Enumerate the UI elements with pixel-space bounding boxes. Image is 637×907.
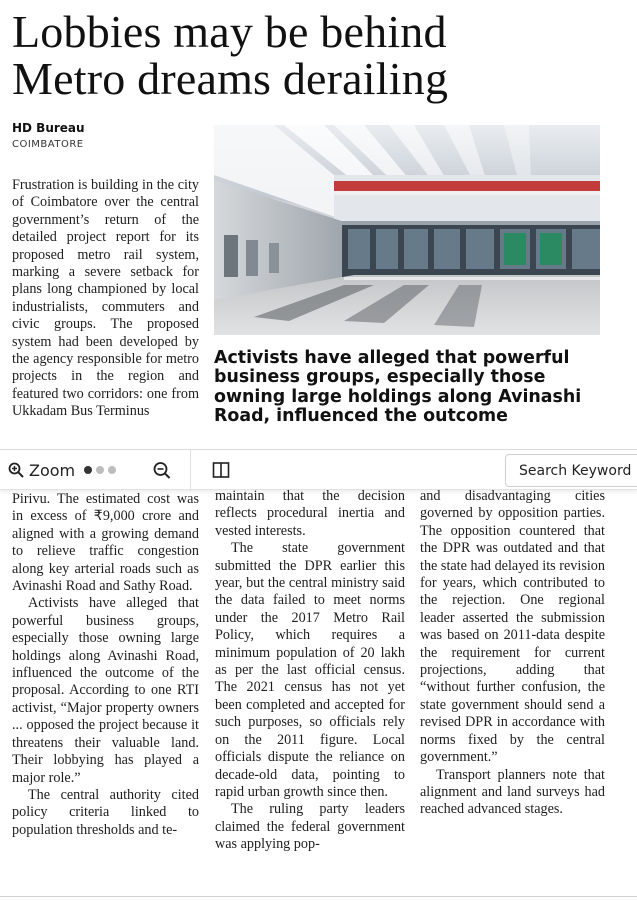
article-column-3: [420, 488, 605, 819]
byline-author: HD Bureau: [12, 121, 85, 135]
article-column-1: [12, 491, 199, 839]
metro-station-photo: [214, 125, 600, 335]
viewer-toolbar: [0, 449, 637, 490]
zoom-control[interactable]: [8, 459, 120, 481]
article-paragraph: The state government submitted the DPR earlier this year, but the central ministry said the data failed to meet norms under the 2017 Metro Rail Policy, which requires a minimum population of 20 lakh as per the last official census. The 2021 census has not yet been completed and accepted for such purposes, so officials rely on the 2011 figure. Local officials dispute the reliance on decade-old data, pointing to rapid urban growth since then.: [215, 540, 405, 800]
article-column-2: [215, 488, 405, 854]
metro-station-illustration: [214, 125, 600, 335]
article-paragraph: maintain that the decision reflects procedural inertia and vested interests.: [215, 488, 405, 539]
zoom-out-button[interactable]: [151, 459, 175, 481]
article-paragraph: Activists have alleged that powerful business groups, especially those owning large holdings along Avinashi Road, influenced the outcome of the proposal. According to one RTI activist, “Major property owners ... opposed the project because it threatens their valuable land. Their lobbying has played a major role.”: [12, 595, 199, 786]
photo-caption: Activists have alleged that powerful business groups, especially those owning large holdings along Avinashi Road, influenced the outcome: [214, 348, 582, 427]
zoom-dot-active: [84, 466, 92, 474]
toolbar-divider: [190, 450, 191, 491]
zoom-level-indicator: [84, 466, 120, 474]
article-headline: [12, 8, 632, 102]
article-paragraph: Pirivu. The estimated cost was in excess of ₹9,000 crore and aligned with a growing demand to relieve traffic congestion along key arterial roads such as Avinashi Road and Sathy Road.: [12, 491, 199, 595]
byline: [12, 121, 85, 150]
zoom-out-icon: [151, 459, 173, 481]
zoom-dot: [96, 466, 104, 474]
article-paragraph: The central authority cited policy criteria linked to population thresholds and te-: [12, 786, 199, 838]
article-column-1-top: [12, 177, 199, 438]
article-paragraph: Transport planners note that alignment and land surveys had reached advanced stages.: [420, 766, 605, 818]
zoom-label: Zoom: [29, 460, 76, 480]
page-view-icon: [211, 460, 231, 480]
headline-line-1: Lobbies may be behind: [12, 6, 447, 57]
article-paragraph: The ruling party leaders claimed the federal government was applying pop-: [215, 801, 405, 853]
article-paragraph: and disadvantaging cities governed by opposition parties. The opposition countered that the DPR was outdated and that the state had delayed its revision for years, which contributed to the rejection. One regional leader asserted the submission was based on 2011-data despite the requirement for current projections, adding that “without further confusion, the state government should send a revised DPR in accordance with norms fixed by the central government.”: [420, 488, 605, 766]
zoom-in-icon: [8, 462, 24, 478]
page-bottom-rule: [0, 896, 637, 897]
dateline: COIMBATORE: [12, 139, 84, 150]
headline-line-2: Metro dreams derailing: [12, 53, 449, 104]
page-view-button[interactable]: [211, 460, 233, 482]
article-paragraph: Frustration is building in the city of Coimbatore over the central government’s return of the detailed project report for its proposed metro rail system, marking a severe setback for plans long championed by local industrialists, commuters and civic groups. The proposed system had been developed by the agency responsible for metro projects in the region and featured two corridors: one from Ukkadam Bus Terminus: [12, 177, 199, 420]
zoom-dot: [108, 466, 116, 474]
search-keyword-input[interactable]: [505, 454, 637, 487]
